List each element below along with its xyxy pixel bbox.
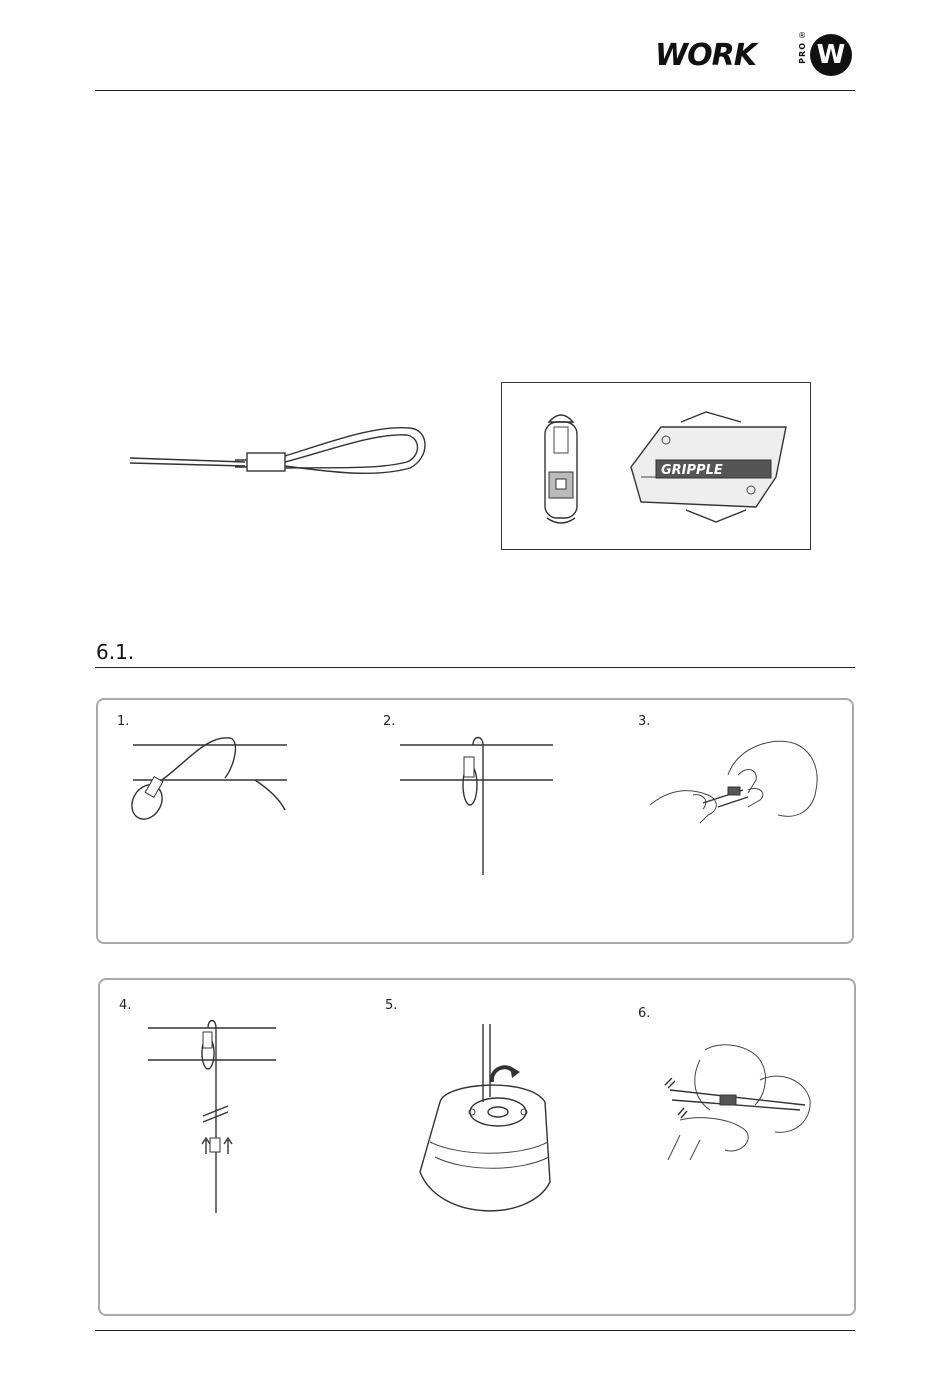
logo-badge-icon xyxy=(810,34,852,76)
logo-wordmark: WORK xyxy=(655,38,756,73)
speaker-icon xyxy=(410,1022,560,1227)
step-label: 3. xyxy=(638,714,651,729)
section-rule xyxy=(95,667,855,668)
gripple-brand-text: GRIPPLE xyxy=(661,463,723,478)
step-label: 5. xyxy=(385,998,398,1013)
step-label: 1. xyxy=(117,714,130,729)
step-label: 2. xyxy=(383,714,396,729)
rotation-arrow-icon xyxy=(510,1066,520,1078)
step-1-illustration xyxy=(125,730,295,830)
gripple-device-icon xyxy=(501,382,809,548)
step-label: 4. xyxy=(119,998,132,1013)
logo-badge-letter: W xyxy=(816,40,846,70)
step-4-illustration xyxy=(148,1018,283,1218)
steel-cable-loop-icon xyxy=(125,420,435,480)
step-label: 6. xyxy=(638,1006,651,1021)
header-rule xyxy=(95,90,855,91)
hand-illustration-icon xyxy=(648,735,823,835)
logo-pro-text: PRO xyxy=(798,42,807,64)
step-6-hand-illustration xyxy=(660,1040,815,1165)
step-2-illustration xyxy=(398,735,558,880)
logo-registered-mark: ® xyxy=(798,31,806,40)
section-number: 6.1. xyxy=(96,640,135,664)
brand-logo xyxy=(655,30,855,80)
footer-rule xyxy=(95,1330,855,1331)
